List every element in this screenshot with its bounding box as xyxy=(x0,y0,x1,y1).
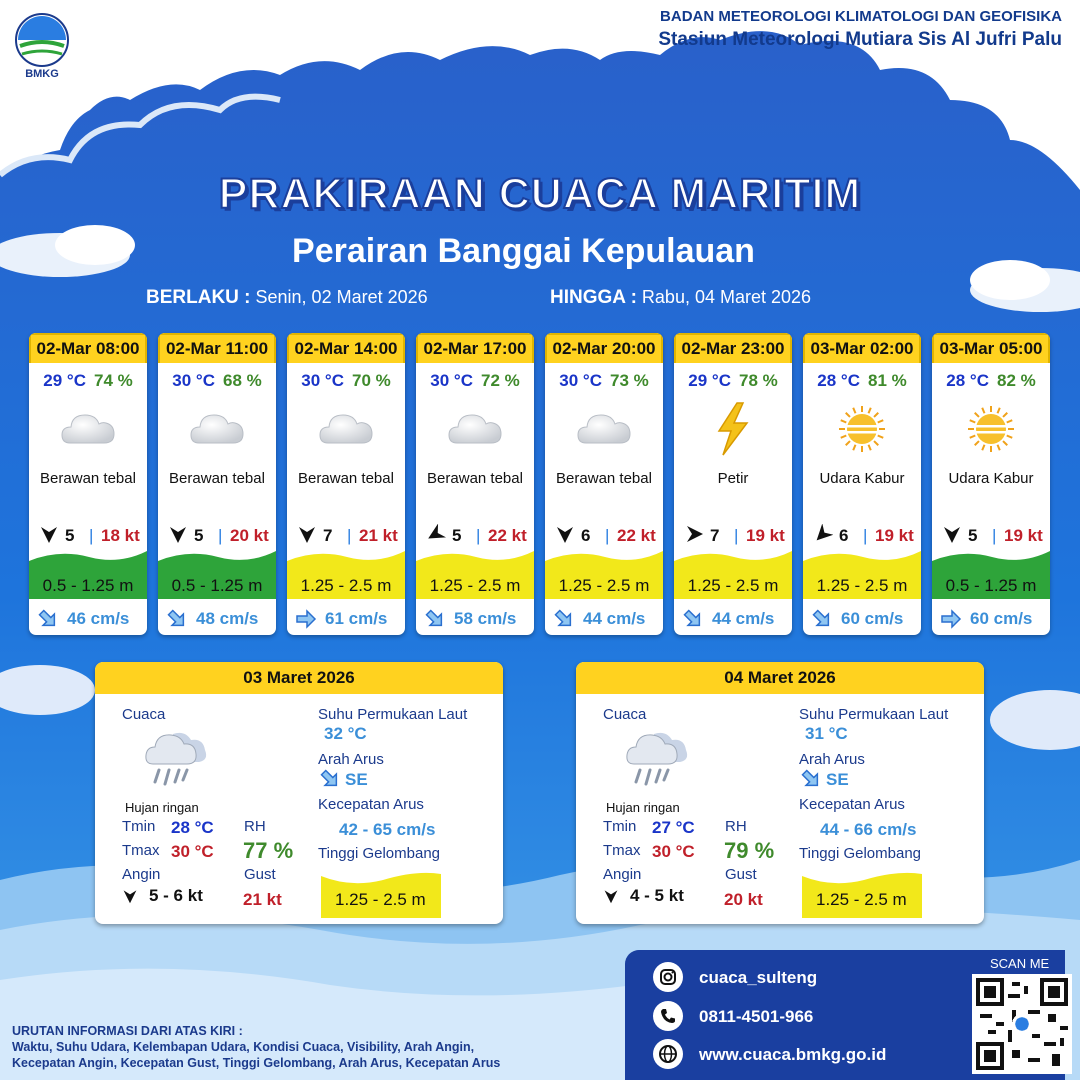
phone-number: 0811-4501-966 xyxy=(699,1007,814,1026)
validity-from xyxy=(146,287,428,309)
wind-direction-icon xyxy=(297,524,317,544)
tmax-label: Tmax xyxy=(603,842,641,859)
air-temperature: 30 °C xyxy=(301,371,344,390)
forecast-card xyxy=(803,333,921,635)
cloud-icon xyxy=(574,401,634,457)
gust-speed: 22 kt xyxy=(488,526,527,545)
wind-direction-icon xyxy=(942,524,962,544)
haze-icon xyxy=(961,401,1021,457)
wind-direction-icon xyxy=(426,524,446,544)
tmax-label: Tmax xyxy=(122,842,160,859)
humidity: 72 % xyxy=(480,371,520,390)
validity-from-value: Senin, 02 Maret 2026 xyxy=(255,287,428,307)
temp-rh-row xyxy=(674,371,792,391)
current-speed: 61 cm/s xyxy=(325,609,388,628)
current-speed: 44 cm/s xyxy=(712,609,775,628)
cloud-icon xyxy=(445,401,505,457)
gust-label: Gust xyxy=(244,866,276,883)
separator: | xyxy=(89,526,94,545)
daily-panel xyxy=(95,662,503,924)
sst-value: 32 °C xyxy=(324,724,367,743)
gust-speed: 18 kt xyxy=(101,526,140,545)
cloud-icon xyxy=(58,401,118,457)
info-heading: URUTAN INFORMASI DARI ATAS KIRI : xyxy=(12,1024,243,1038)
daily-date: 03 Maret 2026 xyxy=(95,662,503,694)
wave-height-label: Tinggi Gelombang xyxy=(318,845,441,862)
cloud-icon xyxy=(187,401,247,457)
humidity: 68 % xyxy=(222,371,262,390)
humidity: 70 % xyxy=(351,371,391,390)
sst-label: Suhu Permukaan Laut xyxy=(318,706,468,723)
wave-height: 1.25 - 2.5 m xyxy=(429,576,521,595)
lightning-icon xyxy=(703,401,763,457)
weather-condition: Udara Kabur xyxy=(948,470,1034,487)
wave-height: 0.5 - 1.25 m xyxy=(945,576,1037,595)
air-temperature: 28 °C xyxy=(946,371,989,390)
wind-speed: 7 xyxy=(710,526,720,545)
current-direction-icon xyxy=(319,768,341,790)
scan-label: SCAN ME xyxy=(990,956,1050,971)
humidity: 78 % xyxy=(738,371,778,390)
forecast-card xyxy=(545,333,663,635)
wind-label: Angin xyxy=(122,866,161,883)
gust-speed: 22 kt xyxy=(617,526,656,545)
wind-speed: 6 xyxy=(581,526,591,545)
validity-to-label: HINGGA : xyxy=(550,287,637,308)
qr-code[interactable] xyxy=(972,974,1072,1074)
current-speed: 60 cm/s xyxy=(841,609,904,628)
weather-condition: Berawan tebal xyxy=(556,470,652,487)
tmin-value: 28 °C xyxy=(171,818,214,837)
forecast-time: 02-Mar 17:00 xyxy=(416,333,534,363)
gust-speed: 20 kt xyxy=(230,526,269,545)
wind-speed: 5 xyxy=(968,526,978,545)
rain-cloud-icon xyxy=(143,724,213,794)
wave-height: 1.25 - 2.5 m xyxy=(558,576,650,595)
gust-speed: 19 kt xyxy=(875,526,914,545)
separator: | xyxy=(476,526,481,545)
page-subtitle: Perairan Banggai Kepulauan xyxy=(292,232,755,270)
current-direction-value: SE xyxy=(826,770,849,789)
forecast-card xyxy=(674,333,792,635)
info-line2: Kecepatan Angin, Kecepatan Gust, Tinggi Gelombang, Arah Arus, Kecepatan Arus xyxy=(12,1056,501,1070)
wave-height-label: Tinggi Gelombang xyxy=(799,845,922,862)
phone-icon xyxy=(653,1001,683,1031)
rh-value: 77 % xyxy=(243,838,294,863)
sst-label: Suhu Permukaan Laut xyxy=(799,706,949,723)
current-speed-label: Kecepatan Arus xyxy=(318,796,424,813)
wind-direction-icon xyxy=(168,524,188,544)
separator: | xyxy=(863,526,868,545)
forecast-card xyxy=(158,333,276,635)
wave-height-value: 1.25 - 2.5 m xyxy=(335,890,426,909)
gust-value: 21 kt xyxy=(243,890,282,909)
sst-value: 31 °C xyxy=(805,724,848,743)
forecast-time: 02-Mar 11:00 xyxy=(158,333,276,363)
temp-rh-row xyxy=(287,371,405,391)
gust-speed: 21 kt xyxy=(359,526,398,545)
forecast-card xyxy=(29,333,147,635)
current-speed: 60 cm/s xyxy=(970,609,1033,628)
current-speed-value: 42 - 65 cm/s xyxy=(339,820,436,839)
cloud-icon xyxy=(316,401,376,457)
temp-rh-row xyxy=(545,371,663,391)
validity-to xyxy=(550,287,811,309)
weather-condition: Berawan tebal xyxy=(40,470,136,487)
station-name: Stasiun Meteorologi Mutiara Sis Al Jufri Palu xyxy=(658,29,1062,50)
wind-direction-icon xyxy=(813,524,833,544)
current-speed: 46 cm/s xyxy=(67,609,130,628)
air-temperature: 30 °C xyxy=(559,371,602,390)
weather-condition: Hujan ringan xyxy=(125,800,199,815)
validity-to-value: Rabu, 04 Maret 2026 xyxy=(641,287,812,307)
tmin-label: Tmin xyxy=(603,818,637,835)
current-speed: 58 cm/s xyxy=(454,609,517,628)
humidity: 81 % xyxy=(867,371,907,390)
wind-direction-icon xyxy=(603,888,623,908)
wind-speed: 5 xyxy=(194,526,204,545)
wind-direction-icon xyxy=(555,524,575,544)
tmin-label: Tmin xyxy=(122,818,156,835)
forecast-time: 02-Mar 23:00 xyxy=(674,333,792,363)
page-title: PRAKIRAAN CUACA MARITIM xyxy=(218,170,862,218)
wave-height: 1.25 - 2.5 m xyxy=(816,576,908,595)
forecast-card xyxy=(416,333,534,635)
forecast-time: 03-Mar 05:00 xyxy=(932,333,1050,363)
current-speed: 48 cm/s xyxy=(196,609,259,628)
temp-rh-row xyxy=(29,371,147,391)
wind-label: Angin xyxy=(603,866,642,883)
air-temperature: 29 °C xyxy=(43,371,86,390)
temp-rh-row xyxy=(803,371,921,391)
gust-label: Gust xyxy=(725,866,757,883)
current-direction-icon xyxy=(553,608,575,630)
svg-text:BMKG: BMKG xyxy=(25,68,59,80)
info-legend xyxy=(12,1023,500,1071)
weather-condition: Berawan tebal xyxy=(169,470,265,487)
rh-label: RH xyxy=(244,818,266,835)
weather-condition: Petir xyxy=(717,470,749,487)
forecast-time: 02-Mar 14:00 xyxy=(287,333,405,363)
rh-label: RH xyxy=(725,818,747,835)
forecast-time: 03-Mar 02:00 xyxy=(803,333,921,363)
rain-cloud-icon xyxy=(624,724,694,794)
gust-speed: 19 kt xyxy=(746,526,785,545)
weather-condition: Hujan ringan xyxy=(606,800,680,815)
tmax-value: 30 °C xyxy=(171,842,214,861)
forecast-card xyxy=(932,333,1050,635)
current-direction-icon xyxy=(940,608,962,630)
gust-speed: 19 kt xyxy=(1004,526,1043,545)
separator: | xyxy=(347,526,352,545)
current-speed: 44 cm/s xyxy=(583,609,646,628)
website-url: www.cuaca.bmkg.go.id xyxy=(699,1045,887,1064)
wind-speed: 7 xyxy=(323,526,333,545)
separator: | xyxy=(992,526,997,545)
wind-speed: 6 xyxy=(839,526,849,545)
air-temperature: 29 °C xyxy=(688,371,731,390)
current-direction-label: Arah Arus xyxy=(799,751,865,768)
separator: | xyxy=(218,526,223,545)
forecast-card xyxy=(287,333,405,635)
gust-value: 20 kt xyxy=(724,890,763,909)
daily-panel xyxy=(576,662,984,924)
weather-label: Cuaca xyxy=(122,706,166,723)
air-temperature: 30 °C xyxy=(172,371,215,390)
humidity: 73 % xyxy=(609,371,649,390)
current-speed-value: 44 - 66 cm/s xyxy=(820,820,917,839)
haze-icon xyxy=(832,401,892,457)
tmin-value: 27 °C xyxy=(652,818,695,837)
current-direction-icon xyxy=(800,768,822,790)
wind-value: 5 - 6 kt xyxy=(149,886,203,905)
current-direction-icon xyxy=(37,608,59,630)
organization-header xyxy=(658,8,1062,51)
separator: | xyxy=(605,526,610,545)
current-direction-icon xyxy=(166,608,188,630)
wind-direction-icon xyxy=(122,888,142,908)
temp-rh-row xyxy=(932,371,1050,391)
instagram-handle: cuaca_sulteng xyxy=(699,968,818,987)
wind-speed: 5 xyxy=(65,526,75,545)
humidity: 82 % xyxy=(996,371,1036,390)
current-direction-icon xyxy=(811,608,833,630)
bmkg-logo xyxy=(14,12,70,80)
wind-value: 4 - 5 kt xyxy=(630,886,684,905)
humidity: 74 % xyxy=(93,371,133,390)
rh-value: 79 % xyxy=(724,838,775,863)
separator: | xyxy=(734,526,739,545)
weather-label: Cuaca xyxy=(603,706,647,723)
wind-direction-icon xyxy=(684,524,704,544)
wave-height: 1.25 - 2.5 m xyxy=(300,576,392,595)
current-direction-icon xyxy=(424,608,446,630)
wave-height: 0.5 - 1.25 m xyxy=(42,576,134,595)
wave-height-value: 1.25 - 2.5 m xyxy=(816,890,907,909)
current-direction-value: SE xyxy=(345,770,368,789)
forecast-time: 02-Mar 20:00 xyxy=(545,333,663,363)
current-direction-icon xyxy=(682,608,704,630)
globe-icon xyxy=(653,1039,683,1069)
current-direction-label: Arah Arus xyxy=(318,751,384,768)
tmax-value: 30 °C xyxy=(652,842,695,861)
weather-condition: Berawan tebal xyxy=(298,470,394,487)
wave-height: 1.25 - 2.5 m xyxy=(687,576,779,595)
air-temperature: 30 °C xyxy=(430,371,473,390)
temp-rh-row xyxy=(416,371,534,391)
validity-from-label: BERLAKU : xyxy=(146,287,251,308)
current-direction-icon xyxy=(295,608,317,630)
instagram-icon xyxy=(653,962,683,992)
weather-condition: Udara Kabur xyxy=(819,470,905,487)
wind-direction-icon xyxy=(39,524,59,544)
org-name: BADAN METEOROLOGI KLIMATOLOGI DAN GEOFISIKA xyxy=(660,8,1062,25)
air-temperature: 28 °C xyxy=(817,371,860,390)
current-speed-label: Kecepatan Arus xyxy=(799,796,905,813)
forecast-time: 02-Mar 08:00 xyxy=(29,333,147,363)
info-line1: Waktu, Suhu Udara, Kelembapan Udara, Kondisi Cuaca, Visibility, Arah Angin, xyxy=(12,1040,475,1054)
daily-date: 04 Maret 2026 xyxy=(576,662,984,694)
temp-rh-row xyxy=(158,371,276,391)
wave-height: 0.5 - 1.25 m xyxy=(171,576,263,595)
wind-speed: 5 xyxy=(452,526,462,545)
weather-condition: Berawan tebal xyxy=(427,470,523,487)
